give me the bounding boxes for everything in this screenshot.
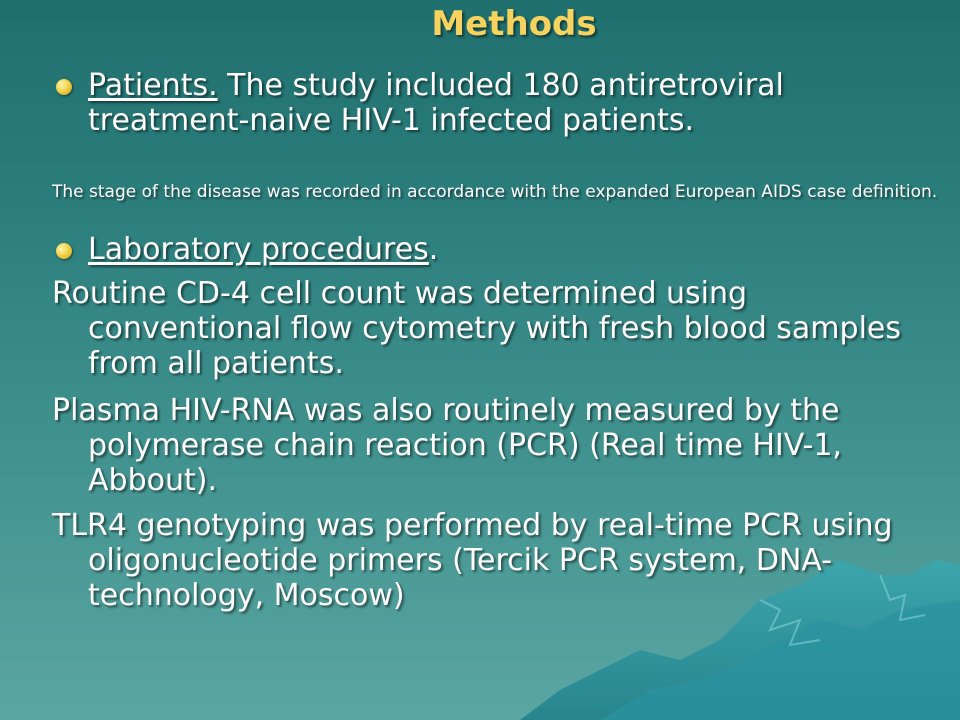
paragraph-tlr4: TLR4 genotyping was performed by real-time PCR using oligonucleotide primers (Tercik PCR system, DNA-technology, Moscow) [52,508,893,613]
bullet-patients-label: Patients. [88,68,218,103]
paragraph-cd4: Routine CD-4 cell count was determined using conventional flow cytometry with fresh blood samples from all patients. [52,276,901,381]
bullet-icon [56,243,72,259]
bullet-patients [52,68,918,138]
bullet-laboratory [52,232,918,267]
paragraph-hiv-rna: Plasma HIV-RNA was also routinely measured by the polymerase chain reaction (PCR) (Real time HIV-1, Abbout). [52,393,842,498]
bullet-icon [56,79,72,95]
disease-stage-note: The stage of the disease was recorded in accordance with the expanded European AIDS case definition. [52,182,938,202]
bullet-laboratory-suffix: . [428,232,439,267]
slide-title: Methods [431,4,597,44]
bullet-patients-text: The study included 180 antiretroviral treatment-naive HIV-1 infected patients. [88,68,784,138]
bullet-laboratory-label: Laboratory procedures [88,232,429,267]
